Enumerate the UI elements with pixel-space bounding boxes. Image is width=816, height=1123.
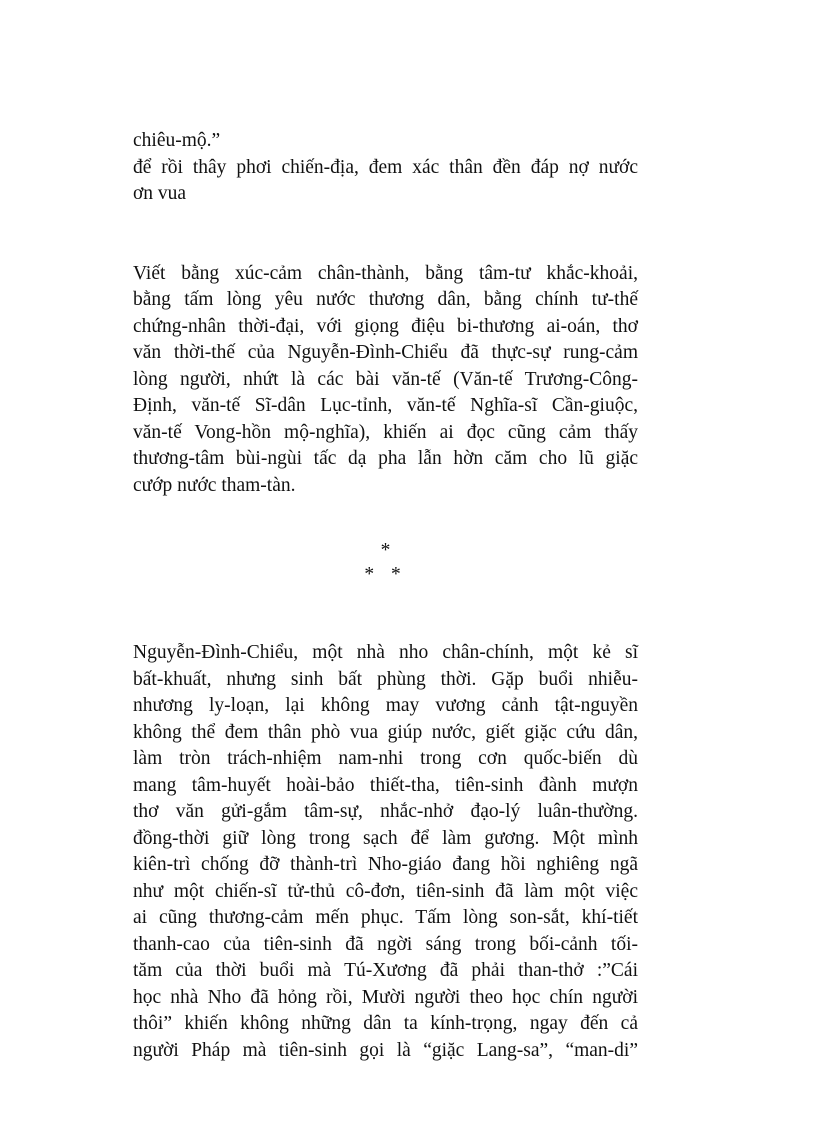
document-page: [133, 128, 638, 1064]
text-line: chiêu-mộ.”: [133, 130, 221, 151]
text-line: bằng tấm lòng yêu nước thương dân, bằng chính tư-thế: [133, 289, 638, 310]
text-line: học nhà Nho đã hỏng rồi, Mười người theo học chín người: [133, 986, 638, 1008]
text-line: cướp nước tham-tàn.: [133, 474, 296, 496]
text-line: Định, văn-tế Sĩ-dân Lục-tỉnh, văn-tế Nghĩa-sĩ Cần-giuộc,: [133, 395, 638, 416]
paragraph-gap: [133, 499, 638, 539]
text-line: đồng-thời giữ lòng trong sạch để làm gương. Một mình: [133, 827, 638, 849]
text-line: lòng người, nhứt là các bài văn-tế (Văn-tế Trương-Công-: [133, 368, 638, 390]
text-line: Viết bằng xúc-cảm chân-thành, bằng tâm-tư khắc-khoải,: [133, 262, 638, 284]
paragraph-gap: [133, 208, 638, 261]
text-line: văn-tế Vong-hồn mộ-nghĩa), khiến ai đọc cũng cảm thấy: [133, 421, 638, 443]
text-line: người Pháp mà tiên-sinh gọi là “giặc Lang-sa”, “man-di”: [133, 1039, 638, 1061]
separator-star-bottom: * *: [364, 564, 407, 585]
section-separator: [133, 539, 638, 587]
paragraph-2: [133, 640, 638, 1064]
text-line: bất-khuất, nhưng sinh bất phùng thời. Gặp buổi nhiễu-: [133, 668, 638, 690]
text-line: thôi” khiến không những dân ta kính-trọng, ngay đến cả: [133, 1013, 638, 1034]
separator-star-top: *: [380, 540, 391, 561]
text-line: làm tròn trách-nhiệm nam-nhi trong cơn quốc-biến dù: [133, 748, 638, 769]
text-line: văn thời-thế của Nguyễn-Đình-Chiểu đã thực-sự rung-cảm: [133, 342, 638, 363]
text-line: tăm của thời buổi mà Tú-Xương đã phải than-thở :”Cái: [133, 960, 638, 981]
paragraph-1: [133, 261, 638, 500]
text-line: thanh-cao của tiên-sinh đã ngời sáng trong bối-cảnh tối-: [133, 933, 638, 955]
text-line: ai cũng thương-cảm mến phục. Tấm lòng son-sắt, khí-tiết: [133, 907, 638, 928]
text-line: để rồi thây phơi chiến-địa, đem xác thân đền đáp nợ nước: [133, 156, 638, 178]
text-line: nhương ly-loạn, lại không may vương cảnh tật-nguyền: [133, 695, 638, 716]
text-line: không thể đem thân phò vua giúp nước, giết giặc cứu dân,: [133, 721, 638, 743]
text-line: chứng-nhân thời-đại, với giọng điệu bi-thương ai-oán, thơ: [133, 315, 638, 337]
intro-block: [133, 128, 638, 208]
text-line: Nguyễn-Đình-Chiểu, một nhà nho chân-chính, một kẻ sĩ: [133, 642, 638, 663]
text-line: như một chiến-sĩ tử-thủ cô-đơn, tiên-sinh đã làm một việc: [133, 880, 638, 902]
paragraph-gap: [133, 587, 638, 640]
text-line: kiên-trì chống đỡ thành-trì Nho-giáo đang hồi nghiêng ngã: [133, 854, 638, 875]
text-line: ơn vua: [133, 183, 187, 204]
text-line: thương-tâm bùi-ngùi tấc dạ pha lẫn hờn căm cho lũ giặc: [133, 448, 638, 469]
text-line: mang tâm-huyết hoài-bảo thiết-tha, tiên-sinh đành mượn: [133, 774, 638, 796]
text-line: thơ văn gửi-gắm tâm-sự, nhắc-nhở đạo-lý luân-thường.: [133, 801, 638, 822]
